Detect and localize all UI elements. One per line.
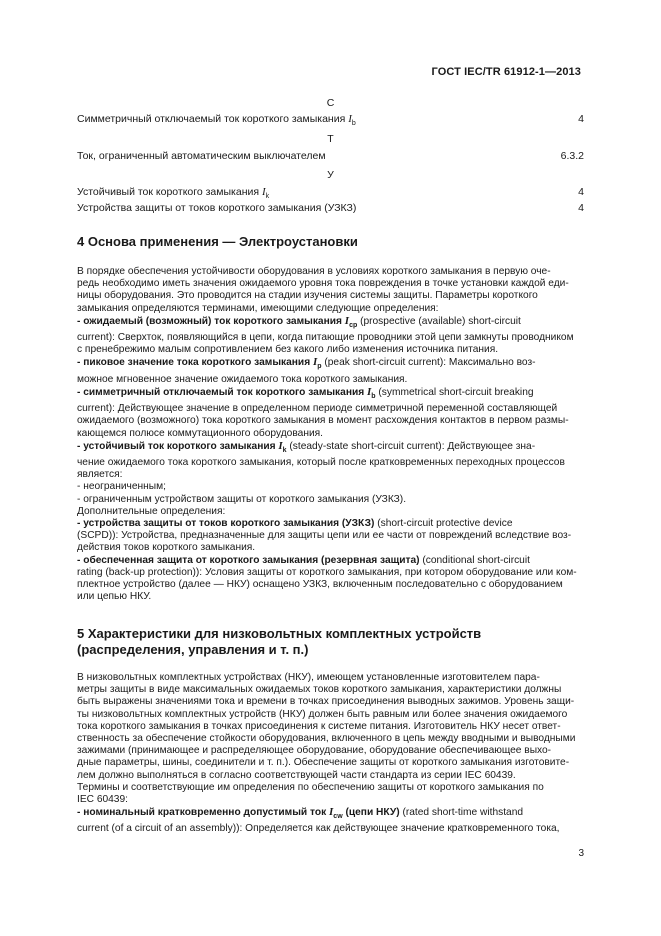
index-entry: Ток, ограниченный автоматическим выключателем 6.3.2 bbox=[77, 150, 584, 162]
definition-peak: - пиковое значение тока короткого замыкания $I_p$ (peak short-circuit current): Максимально воз- bbox=[77, 356, 536, 371]
list-item: - ограниченным устройством защиты от короткого замыкания (УЗКЗ). bbox=[77, 493, 407, 505]
document-header: ГОСТ IEC/TR 61912-1—2013 bbox=[431, 66, 581, 78]
definition-prospective: - ожидаемый (возможный) ток короткого замыкания $I_{cp}$ (prospective (available) short-circuit bbox=[77, 314, 521, 329]
index-letter: С bbox=[326, 97, 335, 109]
index-entry: Устойчивый ток короткого замыкания $I_k$ 4 bbox=[77, 186, 584, 201]
section-4-heading: 4 Основа применения — Электроустановки bbox=[77, 234, 358, 249]
page-number: 3 bbox=[578, 848, 584, 859]
intro-line: замыкания определяются терминами, имеющими следующие определения: bbox=[77, 302, 439, 314]
index-ref: 6.3.2 bbox=[560, 150, 584, 162]
definition-symmetrical: - симметричный отключаемый ток короткого замыкания $I_b$ (symmetrical short-circuit breaking bbox=[77, 385, 534, 400]
index-letter: Т bbox=[327, 133, 334, 145]
index-ref: 4 bbox=[578, 113, 584, 125]
intro-line: ницы оборудования. Это проводится на стадии изучения системы защиты. Параметры короткого bbox=[77, 290, 538, 302]
index-ref: 4 bbox=[578, 186, 584, 198]
definition-conditional: - обеспеченная защита от короткого замыкания (резервная защита) (conditional short-circuit bbox=[77, 554, 530, 566]
additional-definitions-label: Дополнительные определения: bbox=[77, 505, 226, 517]
index-entry: Симметричный отключаемый ток короткого замыкания $I_b$ 4 bbox=[77, 113, 584, 128]
definition-steady-state: - устойчивый ток короткого замыкания $I_k$ (steady-state short-circuit current): Действующее зна- bbox=[77, 439, 536, 454]
intro-line: В порядке обеспечения устойчивости оборудования в условиях короткого замыкания в первую оче- bbox=[77, 266, 551, 277]
intro-line: редь необходимо иметь значения ожидаемого уровня тока повреждения в точке установки каждой еди- bbox=[77, 278, 569, 290]
index-entry: Устройства защиты от токов короткого замыкания (УЗКЗ) 4 bbox=[77, 202, 584, 214]
section-5-body: В низковольтных комплектных устройствах (НКУ), имеющем установленные изготовителем пара- метры защиты в виде максимальных ожидаемых токов короткого замыкания, характеристики должны быть выражены значениями тока и времени в точках присоединения выводных зажимов. Уровень защи- ты низковольтных комплектных устройств (НКУ) должен быть равным или более значения ожидаемого тока короткого замыкания в точках присоединения к системе питания. Изготовитель НКУ несет ответ- ственность за обеспечение стойкости оборудования, включенного в цепь между вводными и выводными зажимами (принимающее и распределяющее оборудование, оборудование обеспечивающее выхо- дные параметры, шины, соединители и т. п.). Обеспечение защиты от короткого замыкания изготовите- лем должно выполняться в согласно соответствующей части стандарта из серии IEC 60439. Термины и соответствующие им определения по обеспечению защиты от короткого замыкания по IEC 60439: - номинальный кратковременно допустимый ток $I_{cw}$ (цепи НКУ) (rated short-time withstand current (of a circuit of an assembly)): Определяется как действующее значение кратковременного тока, bbox=[77, 672, 584, 836]
list-item: - неограниченным; bbox=[77, 481, 166, 493]
definition-rated-short-time: - номинальный кратковременно допустимый ток $I_{cw}$ (цепи НКУ) (rated short-time withstand bbox=[77, 806, 524, 821]
section-5-heading: 5 Характеристики для низковольтных комплектных устройств (распределения, управления и т. п.) bbox=[77, 626, 482, 657]
definition-scpd: - устройства защиты от токов короткого замыкания (УЗКЗ) (short-circuit protective device bbox=[77, 517, 513, 529]
index-ref: 4 bbox=[578, 202, 584, 214]
index-letter: У bbox=[327, 169, 334, 181]
section-4-body: В порядке обеспечения устойчивости оборудования в условиях короткого замыкания в первую оче- редь необходимо иметь значения ожидаемого уровня тока повреждения в точке установки каждой еди- ницы оборудования. Это проводится на стадии изучения системы защиты. Параметры короткого замыкания определяются терминами, имеющими следующие определения: - ожидаемый (возможный) ток короткого замыкания $I_{cp}$ (prospective (available) short-circuit current): Сверхток, появляющийся в цепи, когда питающие проводники этой цепи замкнуты проводником с пренебрежимо малым сопротивлением без какого либо изменения источника питания. - пиковое значение тока короткого замыкания $I_p$ (peak short-circuit current): Максимально воз- можное мгновенное значение ожидаемого тока короткого замыкания. - симметричный отключаемый ток короткого замыкания $I_b$ (symmetrical short-circuit breaking current): Действующее значение в определенном периоде симметричной переменной составляющей ожидаемого (возможного) тока короткого замыкания в момент расхождения контактов в первом размы- кающемся полюсе коммутационного оборудования. - устойчивый ток короткого замыкания $I_k$ (steady-state short-circuit current): Действующее зна- чение ожидаемого тока короткого замыкания, который после кратковременных переходных процессов является: - неограниченным; - ограниченным устройством защиты от короткого замыкания (УЗКЗ). Дополнительные определения: - устройства защиты от токов короткого замыкания (УЗКЗ) (short-circuit protective device (SCPD)): Устройства, предназначенные для защиты цепи или ее части от повреждений вследствие воз- действия токов короткого замыкания. - обеспеченная защита от короткого замыкания (резервная защита) (conditional short-circuit rating (back-up protection)): Условия защиты от короткого замыкания, при котором оборудование или ком- плектное устройство (далее — НКУ) оснащено УЗКЗ, включенным последовательно с оборудованием или цепью НКУ. bbox=[77, 266, 584, 603]
